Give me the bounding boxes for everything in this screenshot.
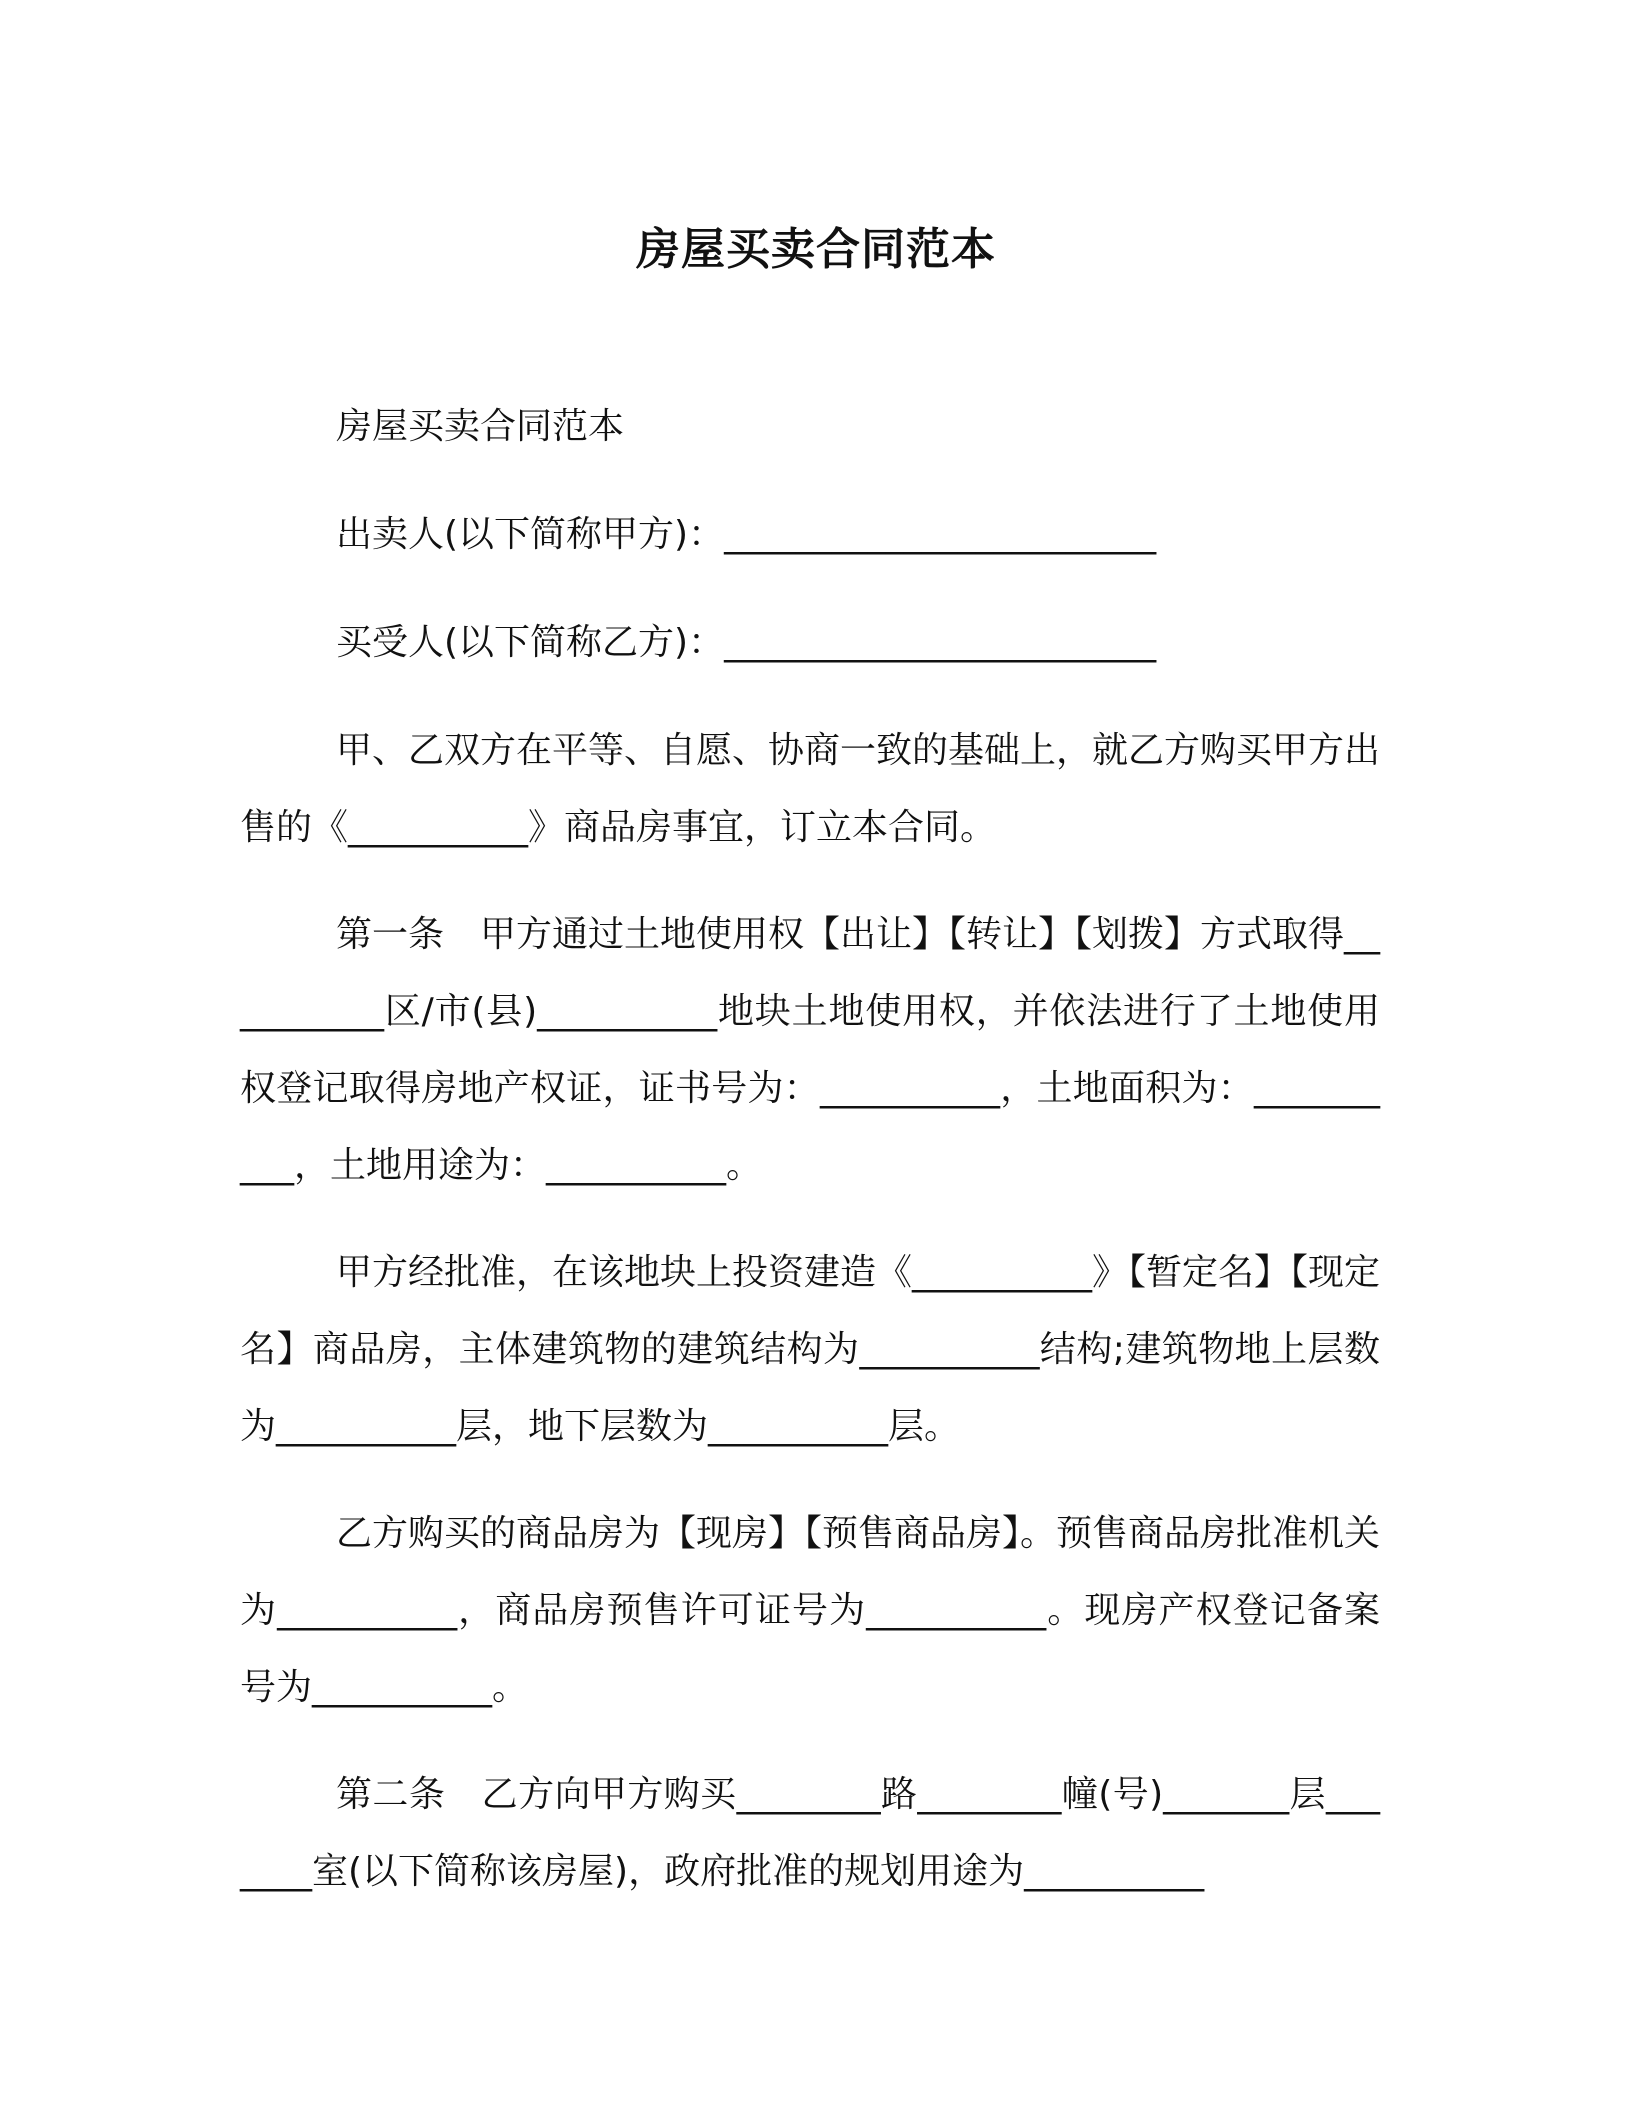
buyer-line: 买受人(以下简称乙方)：________________________ <box>336 622 1157 663</box>
construction-paragraph: 甲方经批准，在该地块上投资建造《__________》【暂定名】【现定名】商品房，主体建筑物的建筑结构为__________结构;建筑物地上层数为__________层，地下层数为__________层。 <box>240 1252 1381 1447</box>
article-one-paragraph: 第一条 甲方通过土地使用权【出让】【转让】【划拨】方式取得__________区/市(县)__________地块土地使用权，并依法进行了土地使用权登记取得房地产权证，证书号为：__________，土地面积为：__________，土地用途为：__________。 <box>240 914 1381 1186</box>
document-body <box>240 388 1380 1940</box>
seller-line: 出卖人(以下简称甲方)：________________________ <box>336 514 1157 555</box>
article-two-paragraph: 第二条 乙方向甲方购买________路________幢(号)_______层_______室(以下简称该房屋)，政府批准的规划用途为__________ <box>240 1774 1380 1892</box>
property-type-paragraph: 乙方购买的商品房为【现房】【预售商品房】。预售商品房批准机关为__________，商品房预售许可证号为__________。现房产权登记备案号为__________。 <box>240 1513 1381 1708</box>
preamble-paragraph: 甲、乙双方在平等、自愿、协商一致的基础上，就乙方购买甲方出售的《__________》商品房事宜，订立本合同。 <box>240 730 1381 848</box>
subtitle-paragraph: 房屋买卖合同范本 <box>336 406 625 447</box>
document-title: 房屋买卖合同范本 <box>636 224 996 275</box>
